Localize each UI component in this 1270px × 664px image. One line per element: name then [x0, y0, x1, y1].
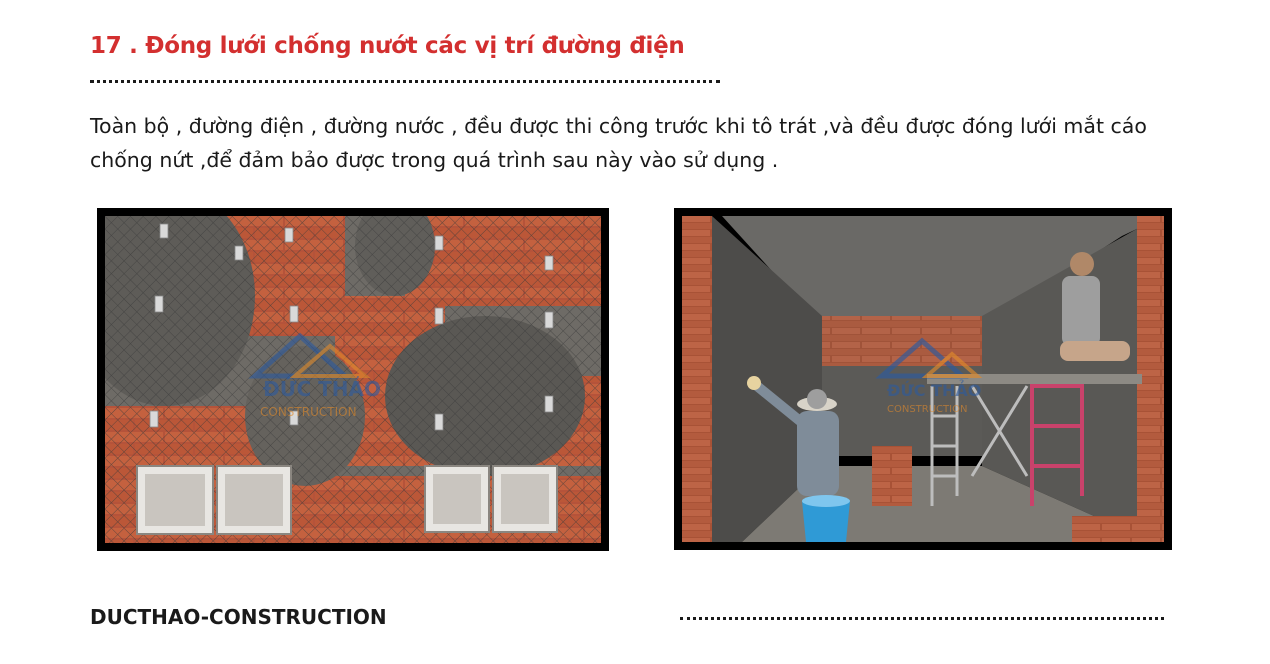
watermark-right-line2: CONSTRUCTION — [887, 404, 968, 415]
watermark-right-line1: ĐỨC THẢO — [887, 381, 982, 400]
footer-dotted-divider — [680, 617, 1164, 620]
title-dotted-divider — [90, 80, 720, 83]
watermark-left-line1: ĐỨC THẢO — [263, 377, 381, 401]
photo-electrical-mesh — [97, 208, 609, 551]
photo-electrical-mesh-illustration — [105, 216, 601, 543]
photo-plastering-room-illustration — [682, 216, 1164, 542]
watermark-left-line2: CONSTRUCTION — [260, 405, 357, 419]
photo-plastering-room — [674, 208, 1172, 550]
footer-brand: DUCTHAO-CONSTRUCTION — [90, 605, 387, 629]
page-title: 17 . Đóng lưới chống nướt các vị trí đường điện — [90, 33, 685, 59]
description-paragraph: Toàn bộ , đường điện , đường nước , đều được thi công trước khi tô trát ,và đều được đóng lưới mắt cáo chống nứt ,để đảm bảo được trong quá trình sau này vào sử dụng . — [90, 114, 1147, 172]
